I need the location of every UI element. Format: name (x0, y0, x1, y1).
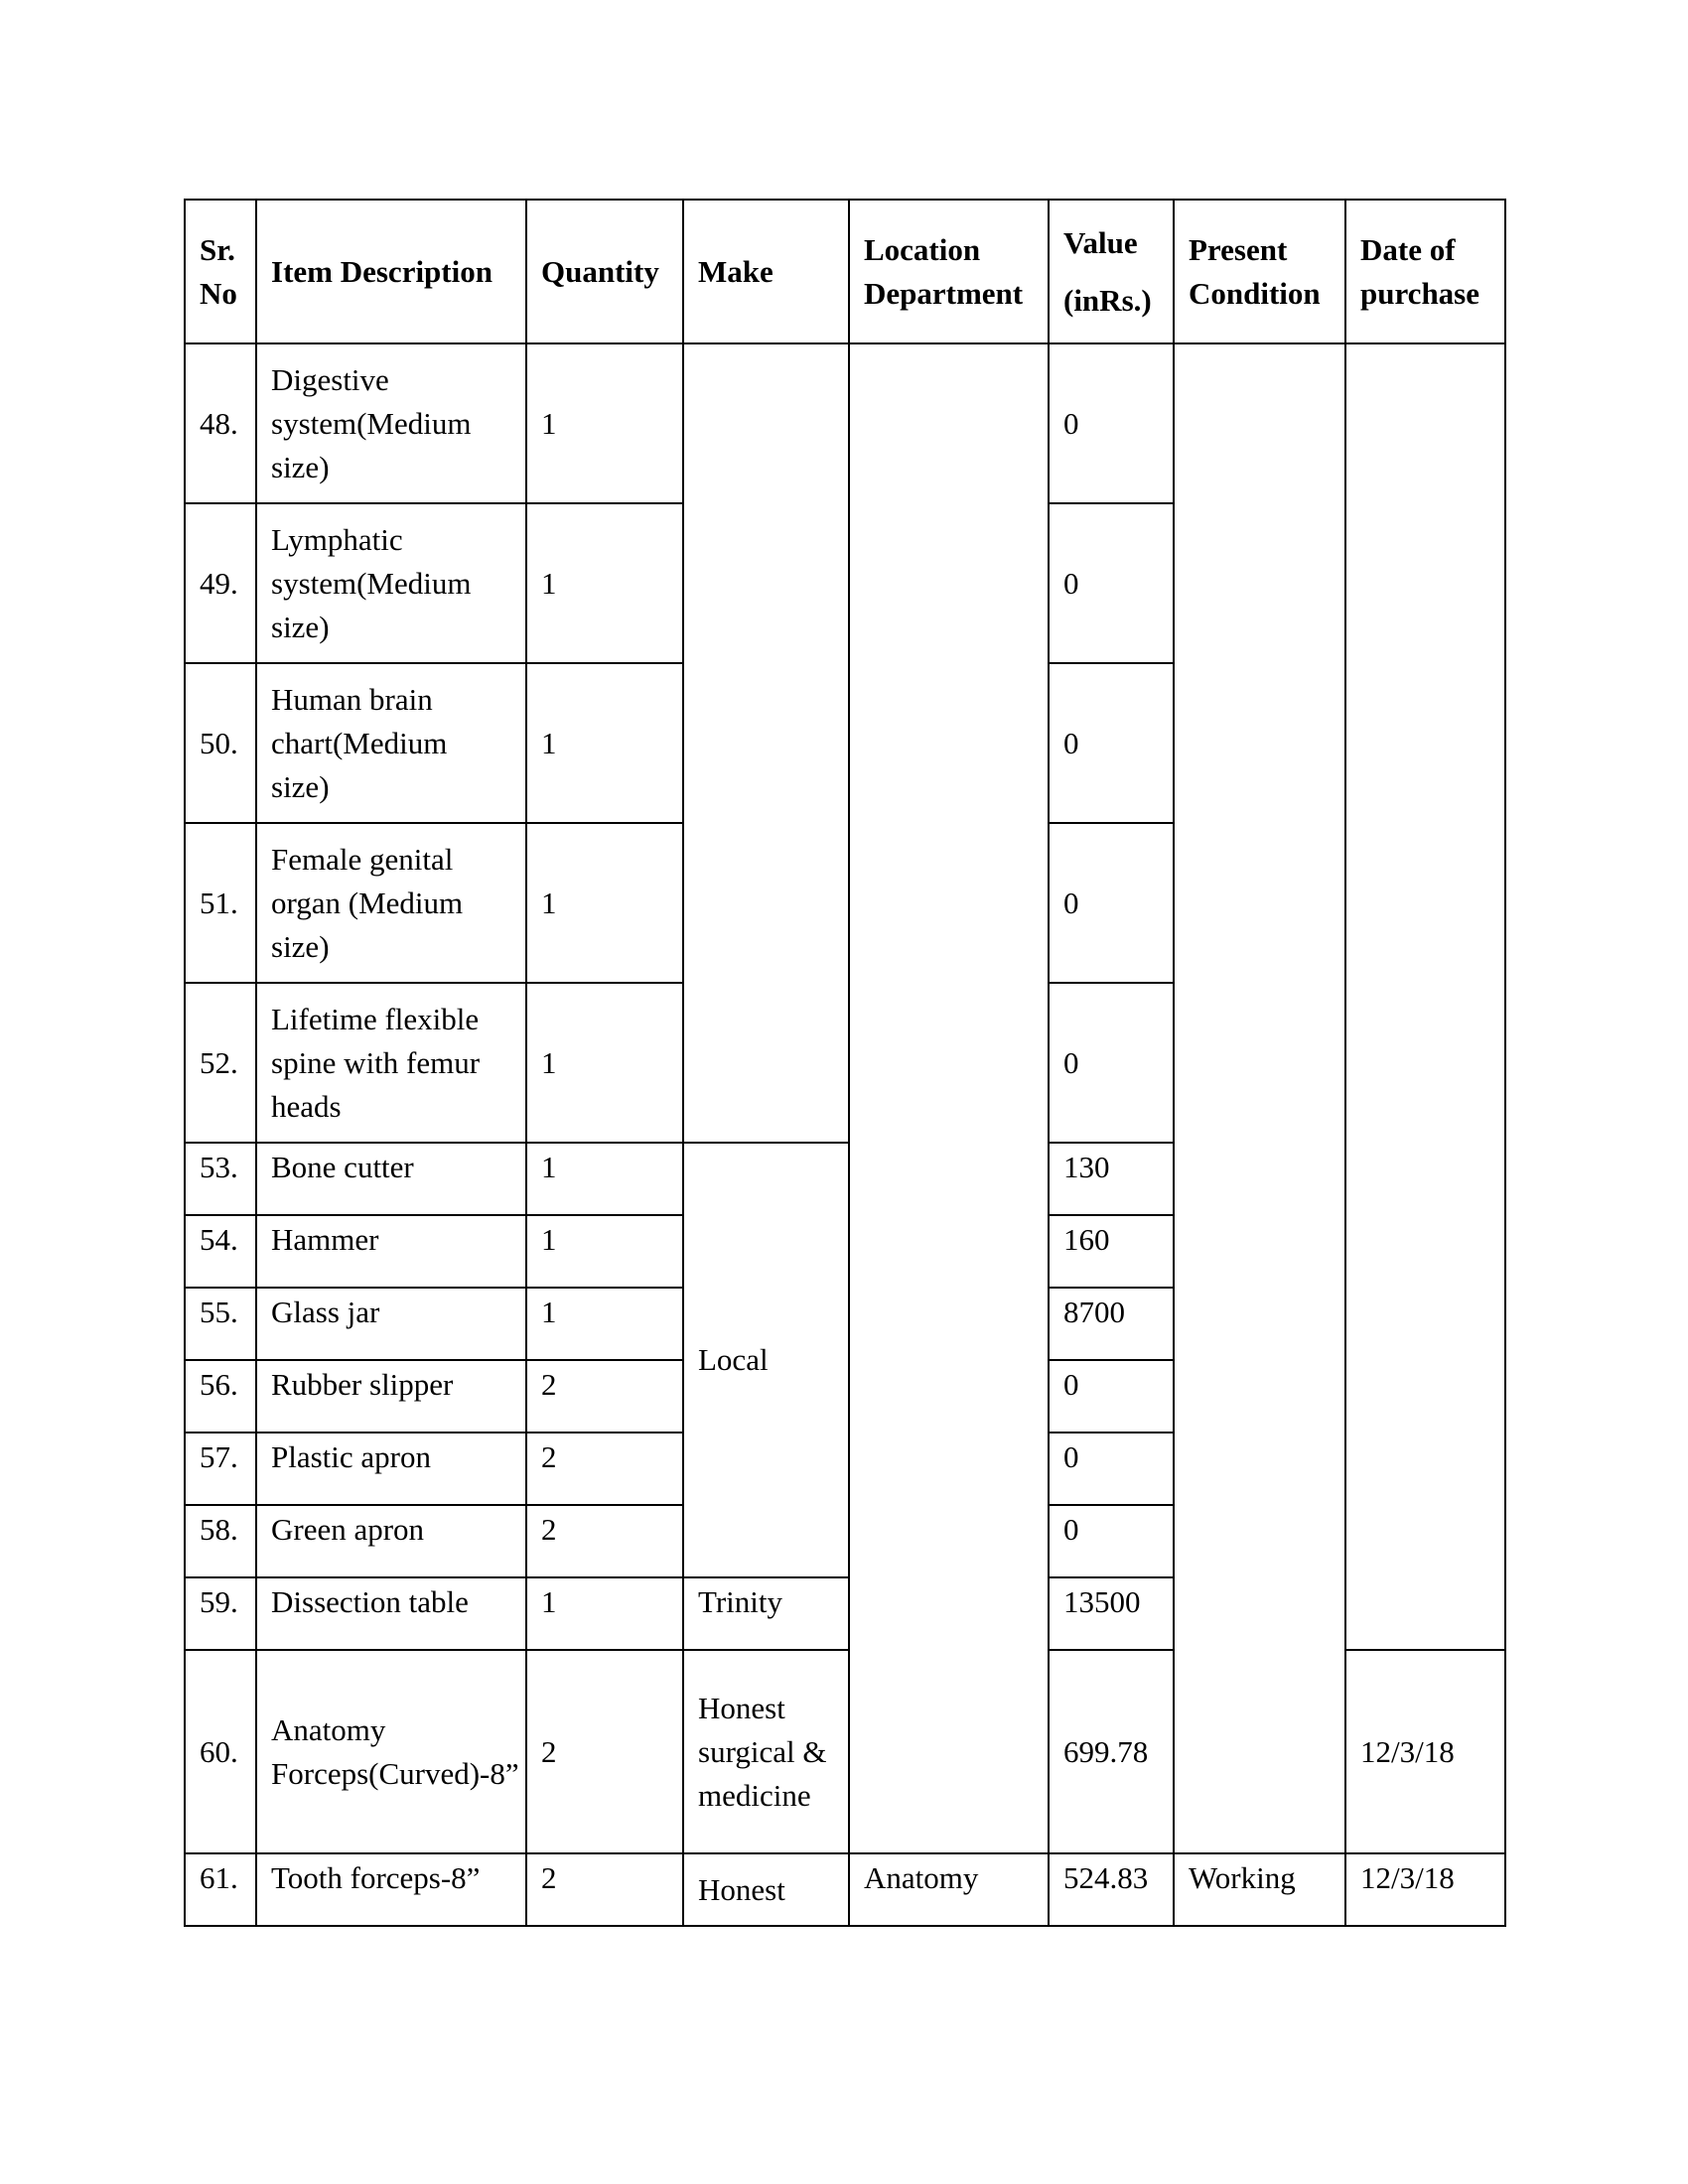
sr-cell: 57. (185, 1433, 256, 1505)
make-cell: Trinity (683, 1577, 849, 1650)
item-cell: Lifetime flexible spine with femur heads (256, 983, 526, 1143)
value-cell: 699.78 (1049, 1650, 1174, 1853)
sr-cell: 55. (185, 1288, 256, 1360)
item-cell: Plastic apron (256, 1433, 526, 1505)
header-location-department: Location Department (849, 200, 1049, 343)
header-row (185, 200, 1505, 343)
value-cell: 0 (1049, 663, 1174, 823)
value-cell: 0 (1049, 1360, 1174, 1433)
item-cell: Green apron (256, 1505, 526, 1577)
quantity-cell: 1 (526, 1288, 683, 1360)
item-cell: Anatomy Forceps(Curved)-8” (256, 1650, 526, 1853)
condition-cell-blank (1174, 343, 1345, 1853)
quantity-cell: 2 (526, 1650, 683, 1853)
condition-cell: Working (1174, 1853, 1345, 1926)
table-row (185, 343, 1505, 503)
make-cell-blank (683, 343, 849, 1143)
quantity-cell: 1 (526, 1577, 683, 1650)
item-cell: Digestive system(Medium size) (256, 343, 526, 503)
quantity-cell: 1 (526, 983, 683, 1143)
item-cell: Lymphatic system(Medium size) (256, 503, 526, 663)
sr-cell: 58. (185, 1505, 256, 1577)
header-sr-no: Sr. No (185, 200, 256, 343)
value-cell: 0 (1049, 343, 1174, 503)
quantity-cell: 2 (526, 1853, 683, 1926)
sr-cell: 59. (185, 1577, 256, 1650)
sr-cell: 60. (185, 1650, 256, 1853)
sr-cell: 49. (185, 503, 256, 663)
sr-cell: 52. (185, 983, 256, 1143)
header-value-unit: (inRs.) (1063, 282, 1152, 318)
quantity-cell: 2 (526, 1433, 683, 1505)
date-cell: 12/3/18 (1345, 1650, 1505, 1853)
make-cell-local: Local (683, 1143, 849, 1577)
value-cell: 0 (1049, 1433, 1174, 1505)
value-cell: 0 (1049, 1505, 1174, 1577)
value-cell: 0 (1049, 503, 1174, 663)
quantity-cell: 1 (526, 503, 683, 663)
value-cell: 0 (1049, 983, 1174, 1143)
value-cell: 8700 (1049, 1288, 1174, 1360)
item-cell: Dissection table (256, 1577, 526, 1650)
sr-cell: 54. (185, 1215, 256, 1288)
make-cell: Honest (683, 1853, 849, 1926)
table-row (185, 1853, 1505, 1926)
value-cell: 0 (1049, 823, 1174, 983)
sr-cell: 53. (185, 1143, 256, 1215)
quantity-cell: 1 (526, 663, 683, 823)
header-date-of-purchase: Date of purchase (1345, 200, 1505, 343)
inventory-table (184, 199, 1506, 1927)
quantity-cell: 1 (526, 1215, 683, 1288)
item-cell: Bone cutter (256, 1143, 526, 1215)
value-cell: 160 (1049, 1215, 1174, 1288)
item-cell: Tooth forceps-8” (256, 1853, 526, 1926)
sr-cell: 51. (185, 823, 256, 983)
quantity-cell: 1 (526, 343, 683, 503)
header-value (1049, 200, 1174, 343)
header-make: Make (683, 200, 849, 343)
sr-cell: 50. (185, 663, 256, 823)
location-cell: Anatomy (849, 1853, 1049, 1926)
sr-cell: 56. (185, 1360, 256, 1433)
item-cell: Female genital organ (Medium size) (256, 823, 526, 983)
item-cell: Human brain chart(Medium size) (256, 663, 526, 823)
header-present-condition: Present Condition (1174, 200, 1345, 343)
item-cell: Rubber slipper (256, 1360, 526, 1433)
header-quantity: Quantity (526, 200, 683, 343)
date-cell: 12/3/18 (1345, 1853, 1505, 1926)
header-value-label: Value (1063, 224, 1138, 260)
value-cell: 130 (1049, 1143, 1174, 1215)
date-cell-blank (1345, 343, 1505, 1650)
item-cell: Hammer (256, 1215, 526, 1288)
make-cell: Honest surgical & medicine (683, 1650, 849, 1853)
value-cell: 524.83 (1049, 1853, 1174, 1926)
sr-cell: 48. (185, 343, 256, 503)
item-cell: Glass jar (256, 1288, 526, 1360)
quantity-cell: 1 (526, 1143, 683, 1215)
location-cell-blank (849, 343, 1049, 1853)
quantity-cell: 2 (526, 1360, 683, 1433)
quantity-cell: 2 (526, 1505, 683, 1577)
header-item-description: Item Description (256, 200, 526, 343)
sr-cell: 61. (185, 1853, 256, 1926)
quantity-cell: 1 (526, 823, 683, 983)
value-cell: 13500 (1049, 1577, 1174, 1650)
